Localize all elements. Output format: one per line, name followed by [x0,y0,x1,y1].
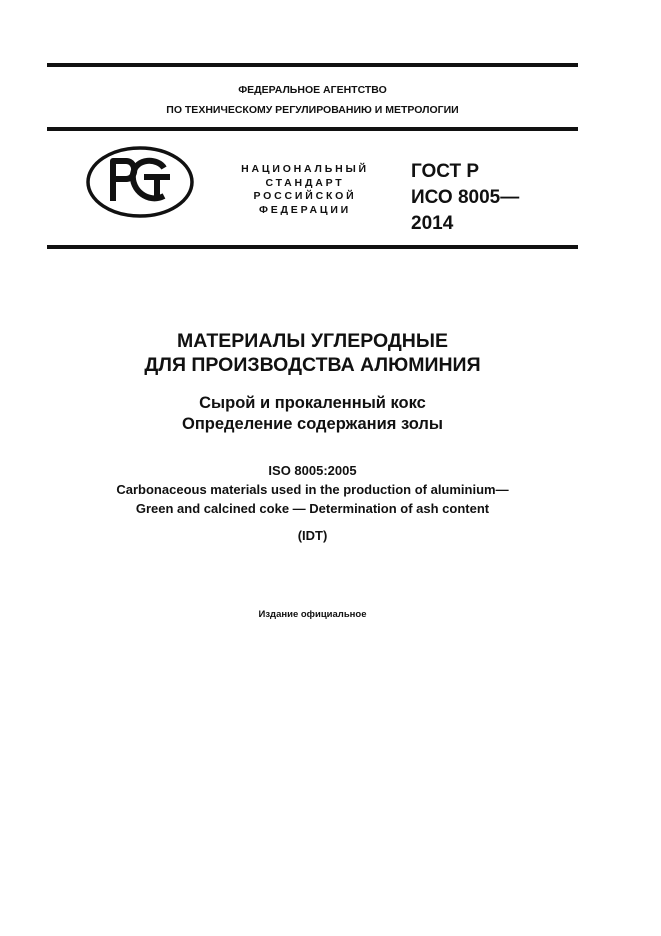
edition-note: Издание официальное [258,609,367,620]
standard-type-line-4: ФЕДЕРАЦИИ [258,203,352,216]
subtitle-line-2: Определение содержания золы [182,415,443,433]
iso-title-line-1: Carbonaceous materials used in the production of aluminium— [116,482,509,497]
title-line-2: ДЛЯ ПРОИЗВОДСТВА АЛЮМИНИЯ [144,354,481,376]
designation-line-3: 2014 [411,213,454,234]
agency-header [47,80,578,120]
top-rule [47,63,578,67]
standard-type-line-3: РОССИЙСКОЙ [253,190,357,202]
agency-line-1: ФЕДЕРАЛЬНОЕ АГЕНТСТВО [238,84,387,96]
iso-number: ISO 8005:2005 [268,463,357,478]
standard-type-block [232,163,378,217]
standard-type-line-2: СТАНДАРТ [265,176,345,189]
subtitle-line-1: Сырой и прокаленный кокс [199,394,426,412]
iso-title-line-2: Green and calcined coke — Determination of ash content [135,501,490,516]
title-line-1: МАТЕРИАЛЫ УГЛЕРОДНЫЕ [177,330,448,352]
standard-type-line-1: НАЦИОНАЛЬНЫЙ [241,163,369,175]
gost-r-logo-icon [86,146,194,218]
document-subtitle [47,393,578,435]
agency-line-2: ПО ТЕХНИЧЕСКОМУ РЕГУЛИРОВАНИЮ И МЕТРОЛОГИИ [166,104,459,116]
standard-designation [411,159,519,237]
equivalence-degree: (IDT) [297,528,328,543]
document-title [47,329,578,377]
masthead-bottom-rule [47,245,578,249]
iso-reference [47,461,578,518]
designation-line-1: ГОСТ Р [411,161,480,182]
designation-line-2: ИСО 8005— [411,187,520,208]
header-bottom-rule [47,127,578,131]
